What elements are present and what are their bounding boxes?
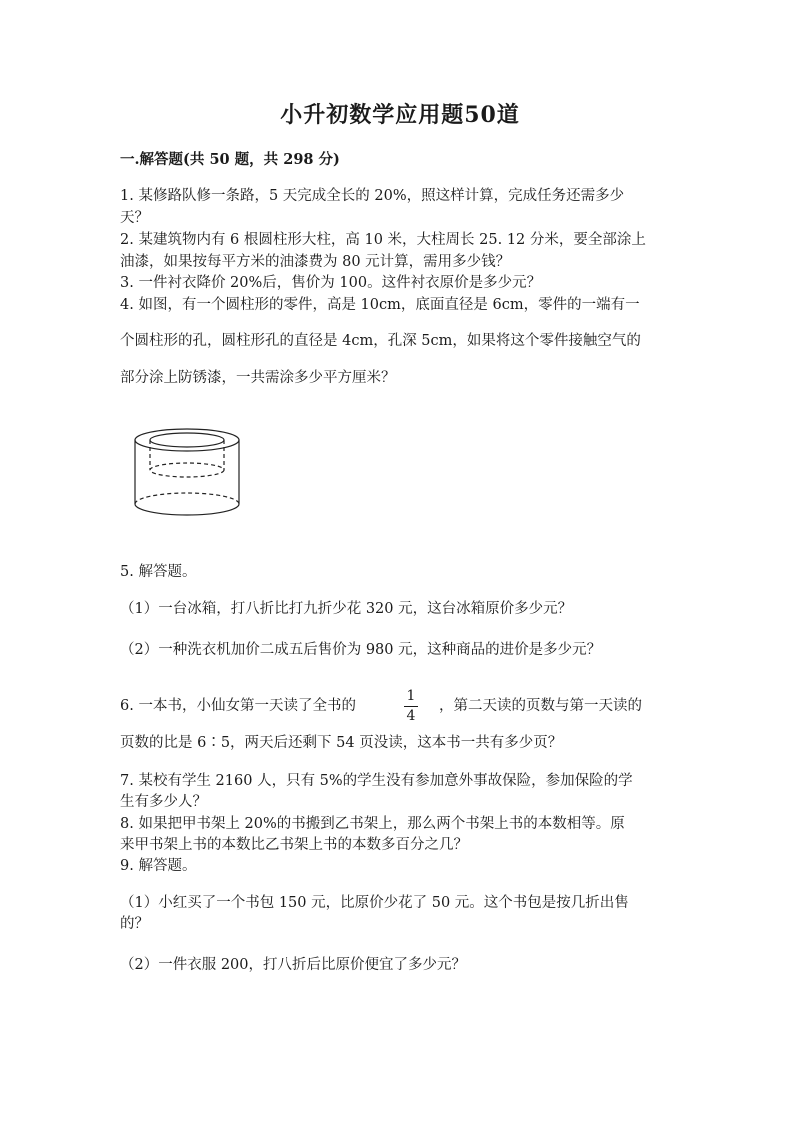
outer-bottom-back (135, 493, 239, 504)
page-title: 小升初数学应用题50道 (280, 102, 520, 128)
question-9: 9. 解答题。 (120, 858, 197, 874)
hole-top-ellipse (150, 433, 224, 447)
section-heading: 一.解答题(共 50 题，共 298 分) (120, 151, 340, 168)
question-6-line-2: 页数的比是 6∶5，两天后还剩下 54 页没读，这本书一共有多少页？ (120, 735, 563, 751)
fraction-bar (404, 706, 418, 707)
cylinder-figure (130, 425, 255, 521)
question-2-line-1: 2. 某建筑物内有 6 根圆柱形大柱，高 10 米，大柱周长 25. 12 分米，要全部涂上 (120, 232, 646, 248)
question-3: 3. 一件衬衣降价 20%后，售价为 100。这件衬衣原价是多少元？ (120, 275, 542, 291)
fraction-numerator: 1 (406, 688, 416, 704)
question-5-part-2: （2）一种洗衣机加价二成五后售价为 980 元，这种商品的进价是多少元？ (120, 642, 602, 658)
question-5: 5. 解答题。 (120, 564, 197, 580)
question-9-part-1-line-2: 的？ (120, 916, 149, 932)
hole-bottom-ellipse (150, 463, 224, 477)
question-9-part-1-line-1: （1）小红买了一个书包 150 元，比原价少花了 50 元。这个书包是按几折出售 (120, 895, 629, 911)
question-6-line-1-right: ，第二天读的页数与第一天读的 (439, 698, 642, 714)
question-1-line-1: 1. 某修路队修一条路，5 天完成全长的 20%，照这样计算，完成任务还需多少 (120, 188, 625, 204)
question-1-line-2: 天？ (120, 210, 149, 226)
question-4-line-1: 4. 如图，有一个圆柱形的零件，高是 10cm，底面直径是 6cm，零件的一端有一 (120, 297, 640, 313)
question-4-line-2: 个圆柱形的孔，圆柱形孔的直径是 4cm，孔深 5cm，如果将这个零件接触空气的 (120, 333, 641, 349)
question-2-line-2: 油漆，如果按每平方米的油漆费为 80 元计算，需用多少钱？ (120, 254, 511, 270)
question-4-line-3: 部分涂上防锈漆，一共需涂多少平方厘米？ (120, 370, 396, 386)
question-6-line-1-left: 6. 一本书，小仙女第一天读了全书的 (120, 698, 356, 714)
fraction-denominator: 4 (406, 708, 416, 724)
question-5-part-1: （1）一台冰箱，打八折比打九折少花 320 元，这台冰箱原价多少元？ (120, 601, 573, 617)
question-7-line-2: 生有多少人？ (120, 794, 207, 810)
question-7-line-1: 7. 某校有学生 2160 人，只有 5%的学生没有参加意外事故保险，参加保险的学 (120, 773, 633, 789)
fraction-one-quarter (402, 688, 420, 725)
question-9-part-2: （2）一件衣服 200，打八折后比原价便宜了多少元？ (120, 957, 467, 973)
question-8-line-1: 8. 如果把甲书架上 20%的书搬到乙书架上，那么两个书架上书的本数相等。原 (120, 816, 625, 832)
question-8-line-2: 来甲书架上书的本数比乙书架上书的本数多百分之几？ (120, 837, 468, 853)
outer-bottom-front (135, 504, 239, 515)
